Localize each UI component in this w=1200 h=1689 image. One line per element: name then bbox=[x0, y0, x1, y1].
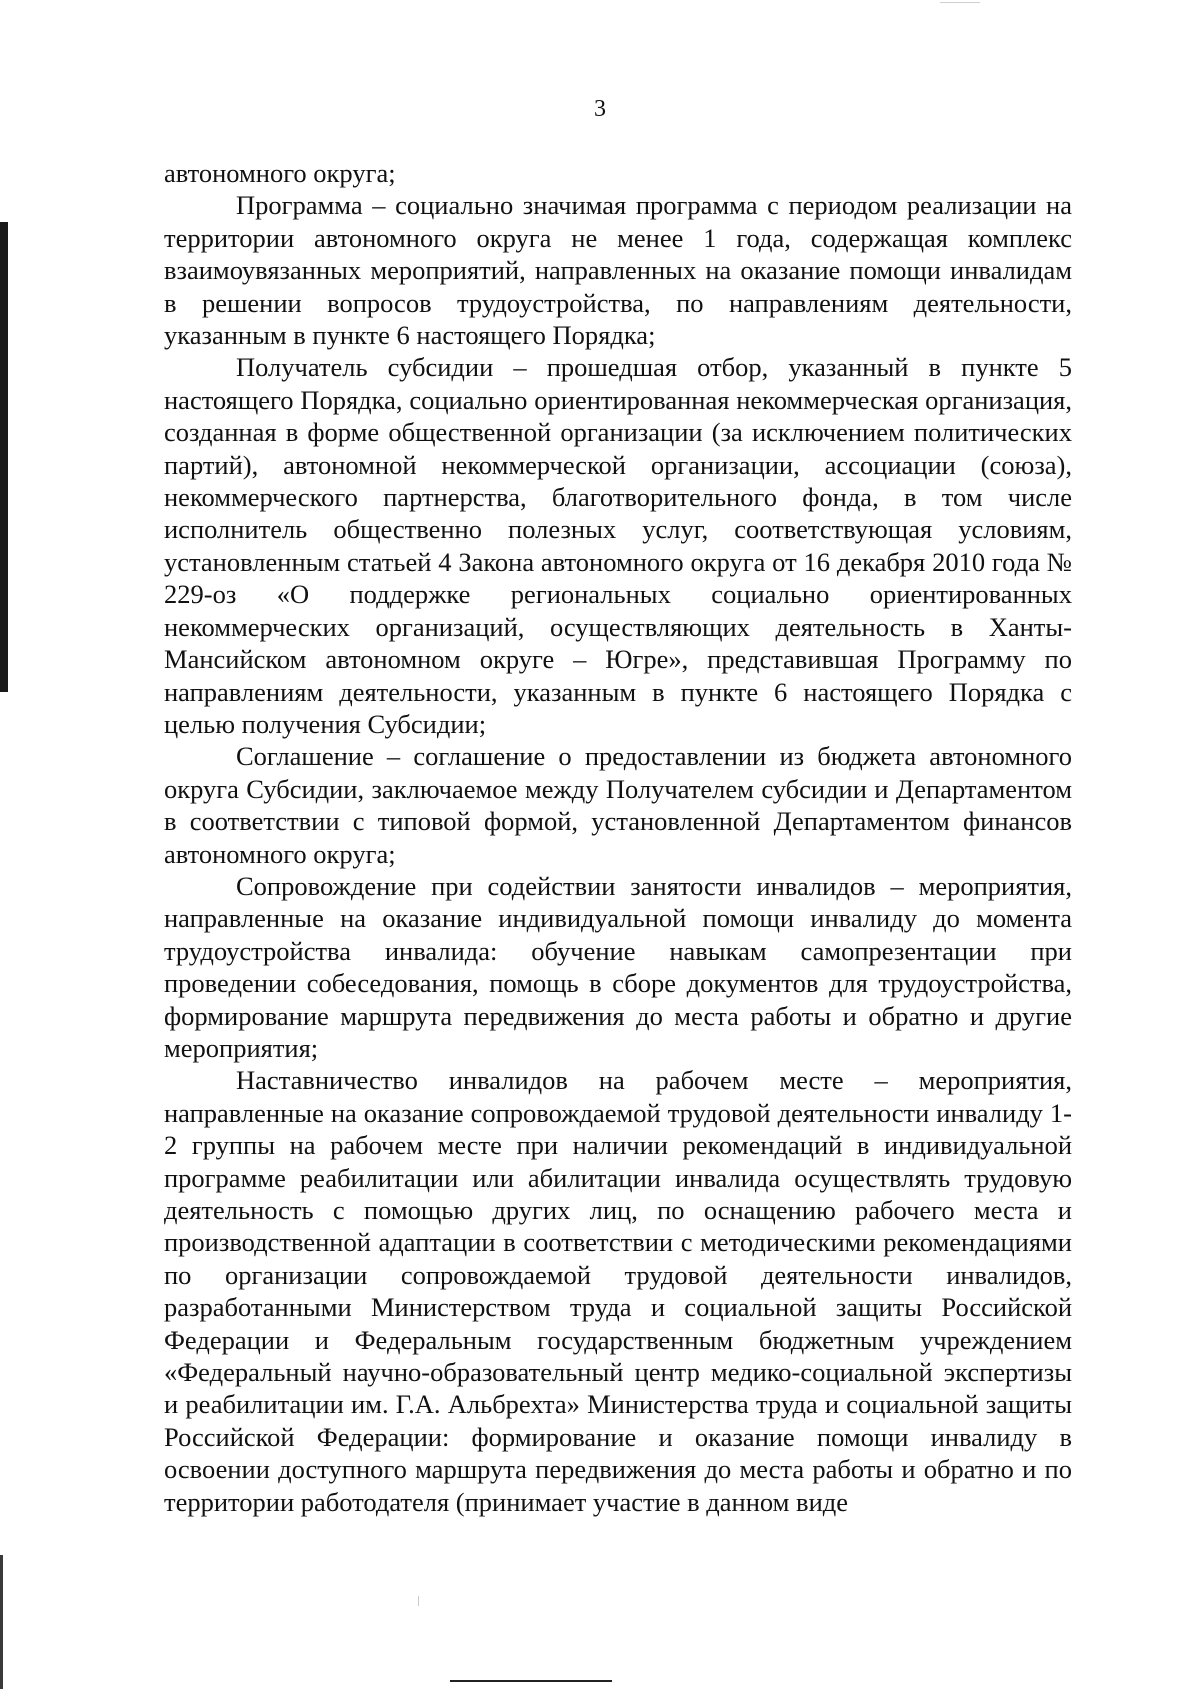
scan-artifact-left-line bbox=[0, 1555, 3, 1689]
paragraph-poluchatel-subsidii: Получатель субсидии – прошедшая отбор, указанный в пункте 5 настоящего Порядка, социально ориентированная некоммерческая организация, созданная в форме общественной организации (за исключением политических партий), автономной некоммерческой организации, ассоциации (союза), некоммерческого партнерства, благотворительного фонда, в том числе исполнитель общественно полезных услуг, соответствующая условиям, установленным статьей 4 Закона автономного округа от 16 декабря 2010 года № 229-оз «О поддержке региональных социально ориентированных некоммерческих организаций, осуществляющих деятельность в Ханты-Мансийском автономном округе – Югре», представившая Программу по направлениям деятельности, указанным в пункте 6 настоящего Порядка с целью получения Субсидии; bbox=[164, 352, 1072, 739]
scan-artifact-left-bar bbox=[0, 222, 8, 692]
scan-artifact-dot bbox=[418, 1596, 419, 1606]
page-number: 3 bbox=[594, 96, 606, 122]
document-body bbox=[164, 157, 1072, 1518]
paragraph-soglashenie: Соглашение – соглашение о предоставлении из бюджета автономного округа Субсидии, заключаемое между Получателем субсидии и Департаментом в соответствии с типовой формой, установленной Департаментом финансов автономного округа; bbox=[164, 741, 1072, 869]
scan-artifact-top bbox=[940, 2, 980, 3]
paragraph-soprovozhdenie: Сопровождение при содействии занятости инвалидов – мероприятия, направленные на оказание индивидуальной помощи инвалиду до момента трудоустройства инвалида: обучение навыкам самопрезентации при проведении собеседования, помощь в сборе документов для трудоустройства, формирование маршрута передвижения до места работы и обратно и другие мероприятия; bbox=[164, 870, 1072, 1063]
paragraph-nastavnichestvo: Наставничество инвалидов на рабочем месте – мероприятия, направленные на оказание сопровождаемой трудовой деятельности инвалиду 1-2 группы на рабочем месте при наличии рекомендаций в индивидуальной программе реабилитации или абилитации инвалида осуществлять трудовую деятельность с помощью других лиц, по оснащению рабочего места и производственной адаптации в соответствии с методическими рекомендациями по организации сопровождаемой трудовой деятельности инвалидов, разработанными Министерством труда и социальной защиты Российской Федерации и Федеральным государственным бюджетным учреждением «Федеральный научно-образовательный центр медико-социальной экспертизы и реабилитации им. Г.А. Альбрехта» Министерства труда и социальной защиты Российской Федерации: формирование и оказание помощи инвалиду в освоении доступного маршрута передвижения до места работы и обратно и по территории работодателя (принимает участие в данном виде bbox=[164, 1065, 1072, 1517]
paragraph-continuation: автономного округа; bbox=[164, 158, 396, 188]
paragraph-programma: Программа – социально значимая программа с периодом реализации на территории автономного округа не менее 1 года, содержащая комплекс взаимоувязанных мероприятий, направленных на оказание помощи инвалидам в решении вопросов трудоустройства, по направлениям деятельности, указанным в пункте 6 настоящего Порядка; bbox=[164, 190, 1072, 351]
scan-artifact-bottom-rule bbox=[450, 1680, 612, 1682]
